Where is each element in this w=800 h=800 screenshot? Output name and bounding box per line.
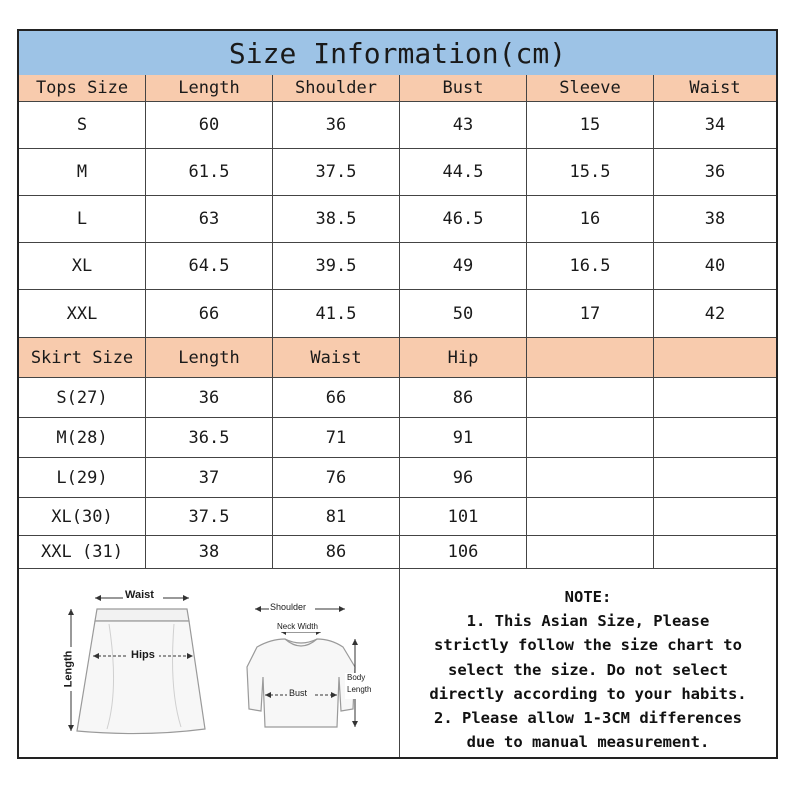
table-cell: 36 (654, 149, 776, 196)
table-row (19, 498, 776, 536)
table-cell (654, 418, 776, 458)
length-label: Length (62, 650, 75, 688)
table-cell: 37.5 (273, 149, 400, 196)
header-cell (527, 338, 654, 378)
table-row (19, 536, 776, 569)
table-row (19, 149, 776, 196)
header-cell: Waist (273, 338, 400, 378)
table-row (19, 290, 776, 338)
top-diagram (247, 602, 385, 727)
waist-label: Waist (125, 589, 154, 601)
measurement-diagrams (19, 569, 400, 757)
table-cell: 106 (400, 536, 527, 569)
table-cell: XXL (19, 290, 146, 338)
table-cell: 15 (527, 102, 654, 149)
table-cell: 37.5 (146, 498, 273, 536)
table-cell: 86 (273, 536, 400, 569)
note-line: due to manual measurement. (466, 733, 710, 752)
table-cell: 37 (146, 458, 273, 498)
table-cell: 34 (654, 102, 776, 149)
table-cell: 61.5 (146, 149, 273, 196)
table-cell: 36 (273, 102, 400, 149)
note-line: 2. Please allow 1-3CM differences (434, 709, 742, 728)
note-line: select the size. Do not select (448, 660, 728, 679)
table-cell: 101 (400, 498, 527, 536)
table-cell (527, 378, 654, 418)
table-cell (654, 498, 776, 536)
table-cell: 76 (273, 458, 400, 498)
bust-label: Bust (289, 688, 308, 698)
table-cell: 96 (400, 458, 527, 498)
table-cell: 86 (400, 378, 527, 418)
table-cell: M (19, 149, 146, 196)
table-row (19, 243, 776, 290)
table-cell: 39.5 (273, 243, 400, 290)
table-row (19, 378, 776, 418)
table-cell: 46.5 (400, 196, 527, 243)
note-line: 1. This Asian Size, Please (466, 612, 710, 631)
table-row (19, 418, 776, 458)
table-cell: 15.5 (527, 149, 654, 196)
table-cell: L (19, 196, 146, 243)
note-panel (400, 569, 776, 757)
header-cell: Length (146, 338, 273, 378)
header-cell: Shoulder (273, 75, 400, 102)
note-line: strictly follow the size chart to (434, 636, 742, 655)
chart-title: Size Information(cm) (19, 31, 776, 76)
table-cell: 64.5 (146, 243, 273, 290)
table-cell: 91 (400, 418, 527, 458)
table-cell: S (19, 102, 146, 149)
table-cell: 71 (273, 418, 400, 458)
header-cell: Bust (400, 75, 527, 102)
header-cell: Waist (654, 75, 776, 102)
table-cell: 44.5 (400, 149, 527, 196)
table-row (19, 458, 776, 498)
table-cell: 42 (654, 290, 776, 338)
table-cell: 16.5 (527, 243, 654, 290)
header-cell: Length (146, 75, 273, 102)
table-row (19, 196, 776, 243)
table-cell: 38.5 (273, 196, 400, 243)
table-cell: XL (19, 243, 146, 290)
table-cell: 81 (273, 498, 400, 536)
table-cell: 16 (527, 196, 654, 243)
header-cell: Hip (400, 338, 527, 378)
table-cell: XL(30) (19, 498, 146, 536)
shoulder-label: Shoulder (270, 602, 307, 612)
header-cell: Skirt Size (19, 338, 146, 378)
table-cell (654, 378, 776, 418)
measurement-illustration (19, 569, 399, 757)
table-cell: 41.5 (273, 290, 400, 338)
table-cell (527, 536, 654, 569)
table-cell: 60 (146, 102, 273, 149)
table-cell: 63 (146, 196, 273, 243)
header-cell (654, 338, 776, 378)
table-cell: M(28) (19, 418, 146, 458)
table-cell: 38 (146, 536, 273, 569)
table-cell (527, 418, 654, 458)
table-cell: 36 (146, 378, 273, 418)
table-cell: 50 (400, 290, 527, 338)
table-cell: 49 (400, 243, 527, 290)
table-cell: S(27) (19, 378, 146, 418)
table-cell (654, 536, 776, 569)
body-length-label: Length (347, 685, 372, 694)
table-cell (654, 458, 776, 498)
body-label: Body (347, 673, 366, 682)
hips-label: Hips (131, 649, 155, 661)
table-cell: 38 (654, 196, 776, 243)
header-cell: Sleeve (527, 75, 654, 102)
table-cell: L(29) (19, 458, 146, 498)
neck-width-label: Neck Width (277, 622, 318, 631)
size-chart (17, 29, 778, 759)
table-cell (527, 458, 654, 498)
tops-header-row (19, 75, 776, 102)
table-row (19, 102, 776, 149)
skirt-diagram (64, 589, 205, 734)
table-cell: 66 (273, 378, 400, 418)
table-cell: 17 (527, 290, 654, 338)
table-cell: 66 (146, 290, 273, 338)
note-line: directly according to your habits. (429, 684, 747, 703)
table-cell: 43 (400, 102, 527, 149)
skirt-header-row (19, 338, 776, 378)
table-cell: XXL (31) (19, 536, 146, 569)
header-cell: Tops Size (19, 75, 146, 102)
note-heading: NOTE: (564, 588, 612, 606)
bottom-section (19, 569, 776, 757)
table-cell: 40 (654, 243, 776, 290)
table-cell: 36.5 (146, 418, 273, 458)
table-cell (527, 498, 654, 536)
